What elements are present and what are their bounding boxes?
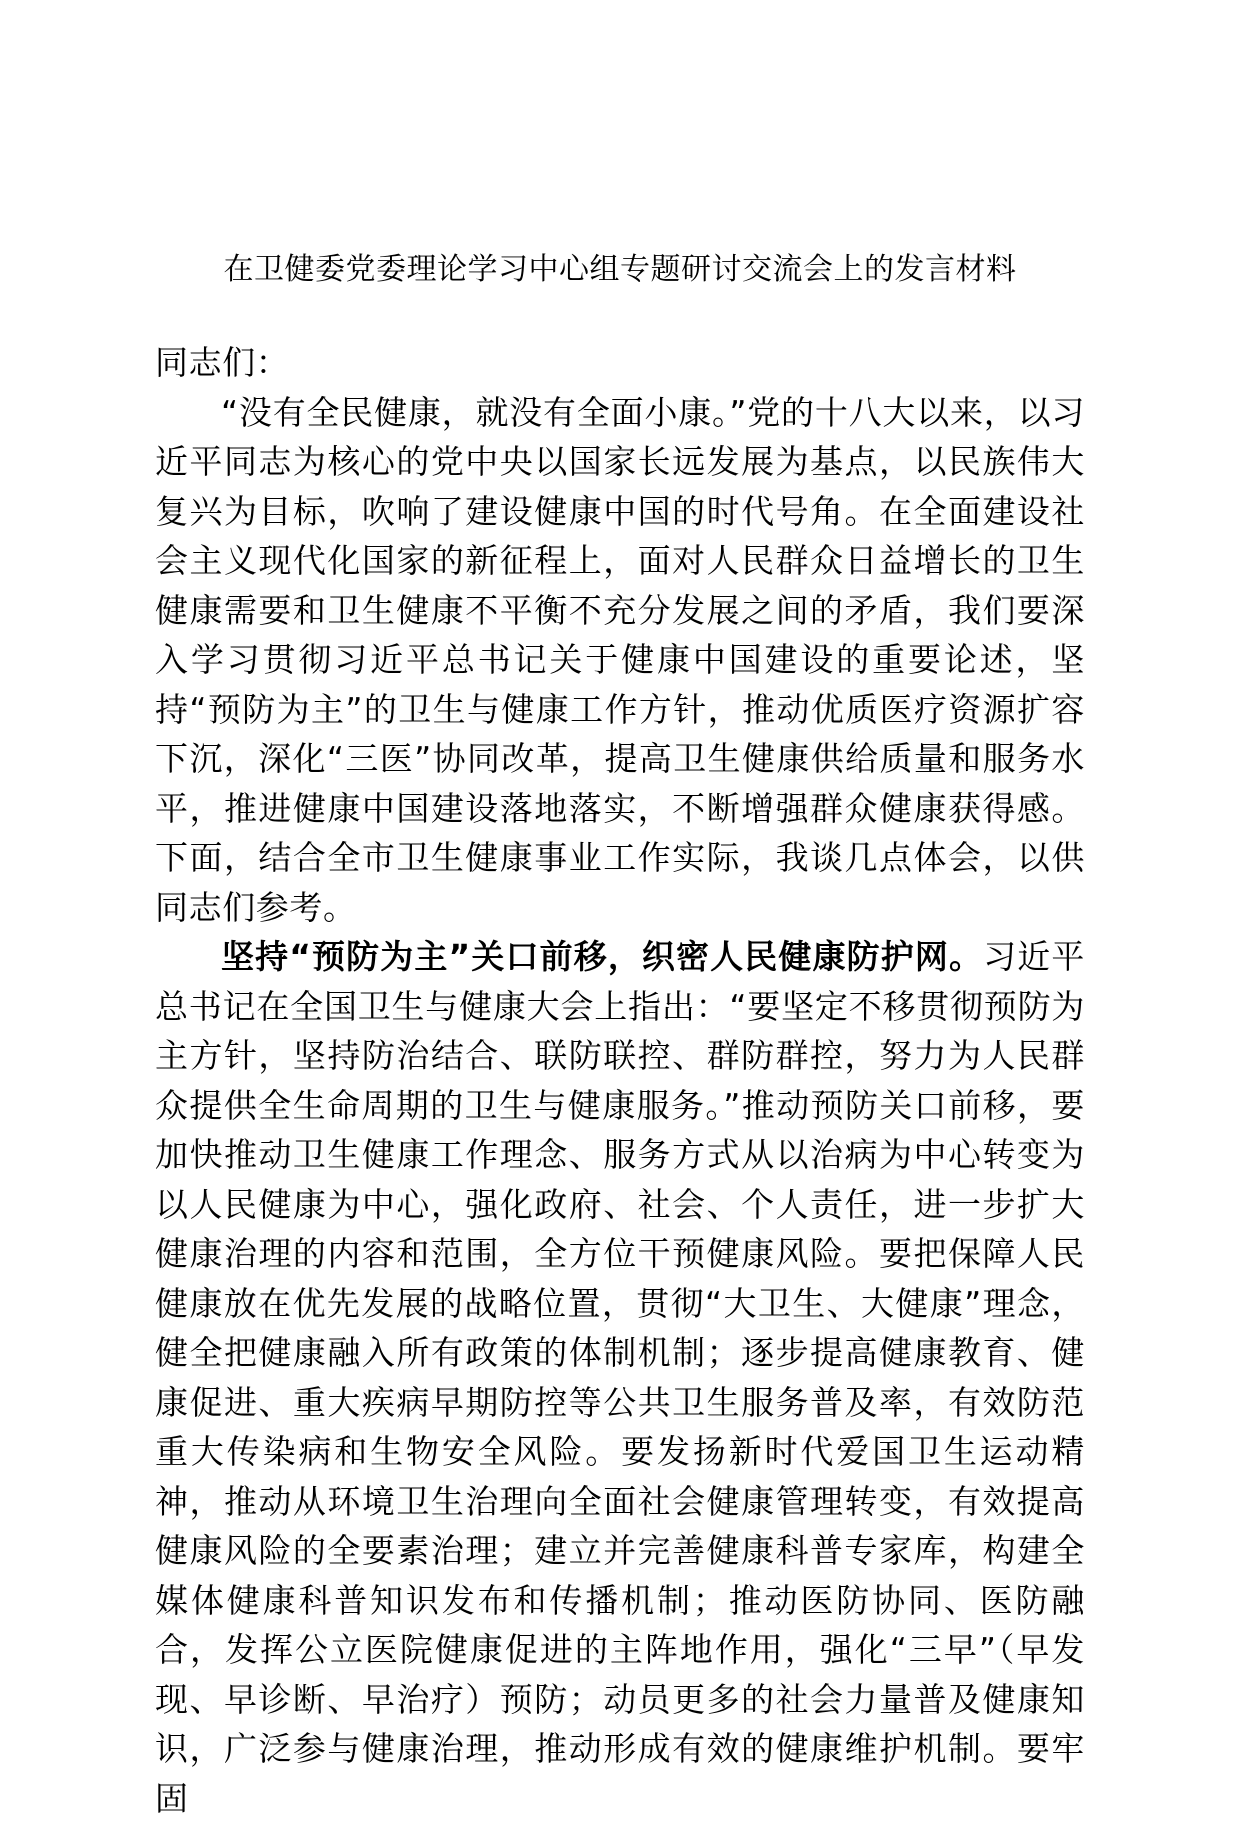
document-title: 在卫健委党委理论学习中心组专题研讨交流会上的发言材料 — [223, 252, 1017, 287]
paragraph-text: “没有全民健康，就没有全面小康。”党的十八大以来，以习近平同志为核心的党中央以国家长远发展为基点，以民族伟大复兴为目标，吹响了建设健康中国的时代号角。在全面建设社会主义现代化国家的新征程上，面对人民群众日益增长的卫生健康需要和卫生健康不平衡不充分发展之间的矛盾，我们要深入学习贯彻习近平总书记关于健康中国建设的重要论述，坚持“预防为主”的卫生与健康工作方针，推动优质医疗资源扩容下沉，深化“三医”协同改革，提高卫生健康供给质量和服务水平，推进健康中国建设落地落实，不断增强群众健康获得感。下面，结合全市卫生健康事业工作实际，我谈几点体会，以供同志们参考。 — [155, 392, 1085, 927]
paragraph-intro — [155, 388, 1085, 933]
paragraph-text: 习近平总书记在全国卫生与健康大会上指出：“要坚定不移贯彻预防为主方针，坚持防治结合、联防联控、群防群控，努力为人民群众提供全生命周期的卫生与健康服务。”推动预防关口前移，要加快推动卫生健康工作理念、服务方式从以治病为中心转变为以人民健康为中心，强化政府、社会、个人责任，进一步扩大健康治理的内容和范围，全方位干预健康风险。要把保障人民健康放在优先发展的战略位置，贯彻“大卫生、大健康”理念，健全把健康融入所有政策的体制机制；逐步提高健康教育、健康促进、重大疾病早期防控等公共卫生服务普及率，有效防范重大传染病和生物安全风险。要发扬新时代爱国卫生运动精神，推动从环境卫生治理向全面社会健康管理转变，有效提高健康风险的全要素治理；建立并完善健康科普专家库，构建全媒体健康科普知识发布和传播机制；推动医防协同、医防融合，发挥公立医院健康促进的主阵地作用，强化“三早”（早发现、早诊断、早治疗）预防；动员更多的社会力量普及健康知识，广泛参与健康治理，推动形成有效的健康维护机制。要牢固 — [155, 937, 1085, 1818]
document-body — [155, 338, 1085, 1823]
salutation: 同志们： — [155, 343, 290, 382]
paragraph-prevention — [155, 932, 1085, 1823]
paragraph-lead-heading: 坚持“预防为主”关口前移，织密人民健康防护网。 — [221, 937, 984, 976]
